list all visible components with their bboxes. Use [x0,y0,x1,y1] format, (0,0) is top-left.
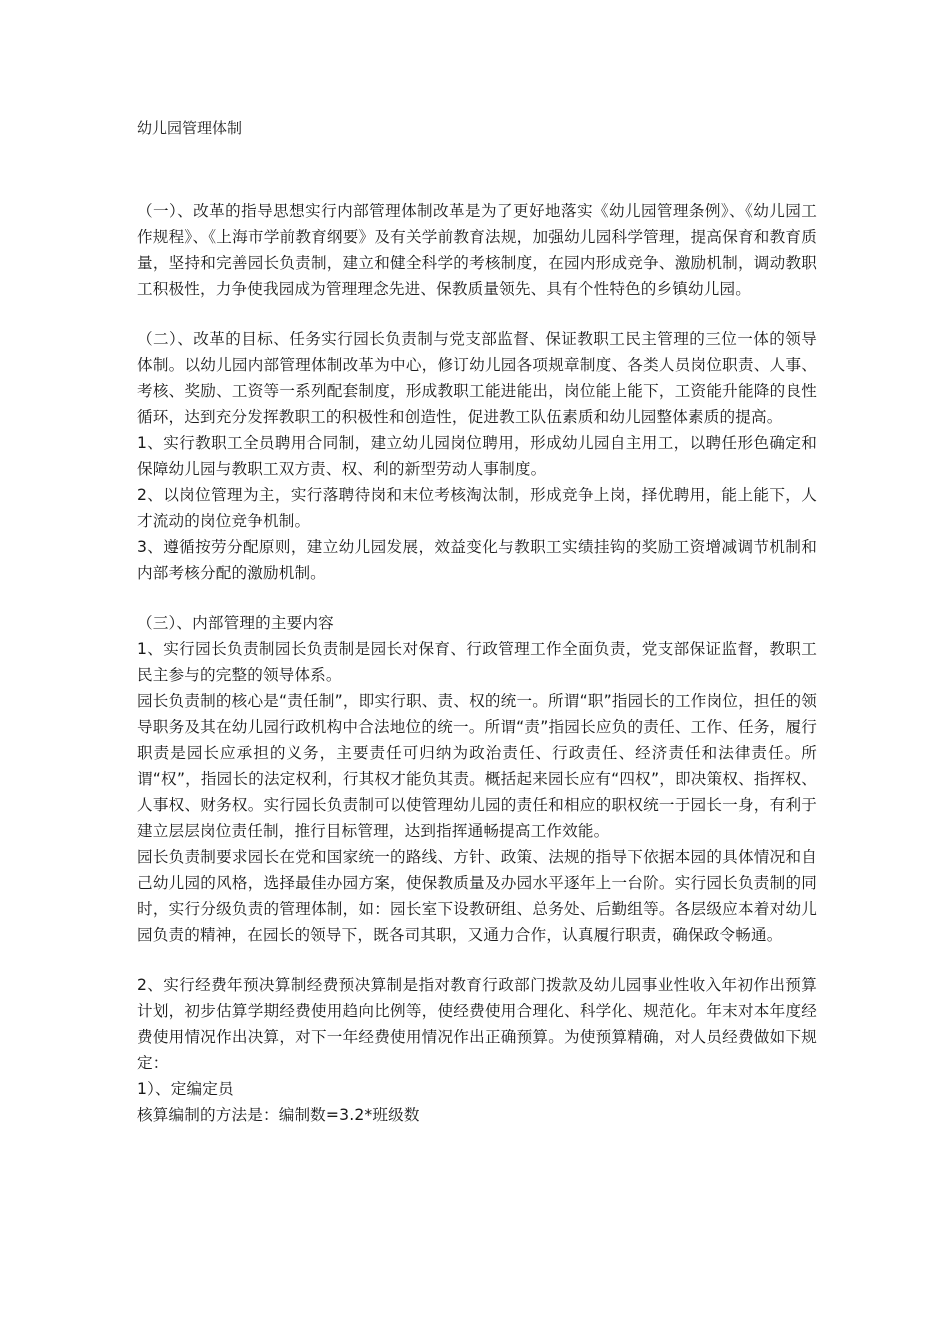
list-item-1: 1、实行教职工全员聘用合同制，建立幼儿园岗位聘用，形成幼儿园自主用工，以聘任形色确定和保障幼儿园与教职工双方责、权、利的新型劳动人事制度。 [137,434,817,478]
document-page [137,116,817,1128]
staffing-subheading: 1）、定编定员 [137,1080,234,1098]
paragraph-gap [137,302,817,326]
responsibility-requirements-paragraph: 园长负责制要求园长在党和国家统一的路线、方针、政策、法规的指导下依据本园的具体情况和自己幼儿园的风格，选择最佳办园方案，使保教质量及办园水平逐年上一台阶。实行园长负责制的同时，实行分级负责的管理体制，如：园长室下设教研组、总务处、后勤组等。各层级应本着对幼儿园负责的精神，在园长的领导下，既各司其职，又通力合作，认真履行职责，确保政令畅通。 [137,848,817,944]
staffing-formula: 核算编制的方法是：编制数=3.2*班级数 [137,1106,420,1124]
paragraph-gap [137,586,817,610]
section-1-guiding-ideology: （一）、改革的指导思想实行内部管理体制改革是为了更好地落实《幼儿园管理条例》、《幼儿园工作规程》、《上海市学前教育纲要》及有关学前教育法规，加强幼儿园科学管理，提高保育和教育质量，坚持和完善园长负责制，建立和健全科学的考核制度，在园内形成竞争、激励机制，调动教职工积极性，力争使我园成为管理理念先进、保教质量领先、具有个性特色的乡镇幼儿园。 [137,202,817,298]
principal-responsibility-system: 1、实行园长负责制园长负责制是园长对保育、行政管理工作全面负责，党支部保证监督，教职工民主参与的完整的领导体系。 [137,640,817,684]
responsibility-core-paragraph: 园长负责制的核心是“责任制”，即实行职、责、权的统一。所谓“职”指园长的工作岗位，担任的领导职务及其在幼儿园行政机构中合法地位的统一。所谓“责”指园长应负的责任、工作、任务，履行职责是园长应承担的义务，主要责任可归纳为政治责任、行政责任、经济责任和法律责任。所谓“权”，指园长的法定权利，行其权才能负其责。概括起来园长应有“四权”，即决策权、指挥权、人事权、财务权。实行园长负责制可以使管理幼儿园的责任和相应的职权统一于园长一身，有利于建立层层岗位责任制，推行目标管理，达到指挥通畅提高工作效能。 [137,692,817,840]
list-item-3: 3、遵循按劳分配原则，建立幼儿园发展，效益变化与教职工实绩挂钩的奖励工资增减调节机制和内部考核分配的激励机制。 [137,538,817,582]
paragraph-gap [137,948,817,972]
document-title: 幼儿园管理体制 [137,119,243,137]
section-3-heading: （三）、内部管理的主要内容 [137,614,334,632]
list-item-2: 2、以岗位管理为主，实行落聘待岗和末位考核淘汰制，形成竞争上岗，择优聘用，能上能下，人才流动的岗位竞争机制。 [137,486,817,530]
section-2-goals-tasks: （二）、改革的目标、任务实行园长负责制与党支部监督、保证教职工民主管理的三位一体的领导体制。以幼儿园内部管理体制改革为中心，修订幼儿园各项规章制度、各类人员岗位职责、人事、考核、奖励、工资等一系列配套制度，形成教职工能进能出，岗位能上能下，工资能升能降的良性循环，达到充分发挥教职工的积极性和创造性，促进教工队伍素质和幼儿园整体素质的提高。 [137,330,817,426]
budget-system-paragraph: 2、实行经费年预决算制经费预决算制是指对教育行政部门拨款及幼儿园事业性收入年初作出预算计划，初步估算学期经费使用趋向比例等，使经费使用合理化、科学化、规范化。年末对本年度经费使用情况作出决算，对下一年经费使用情况作出正确预算。为使预算精确，对人员经费做如下规定： [137,976,817,1072]
